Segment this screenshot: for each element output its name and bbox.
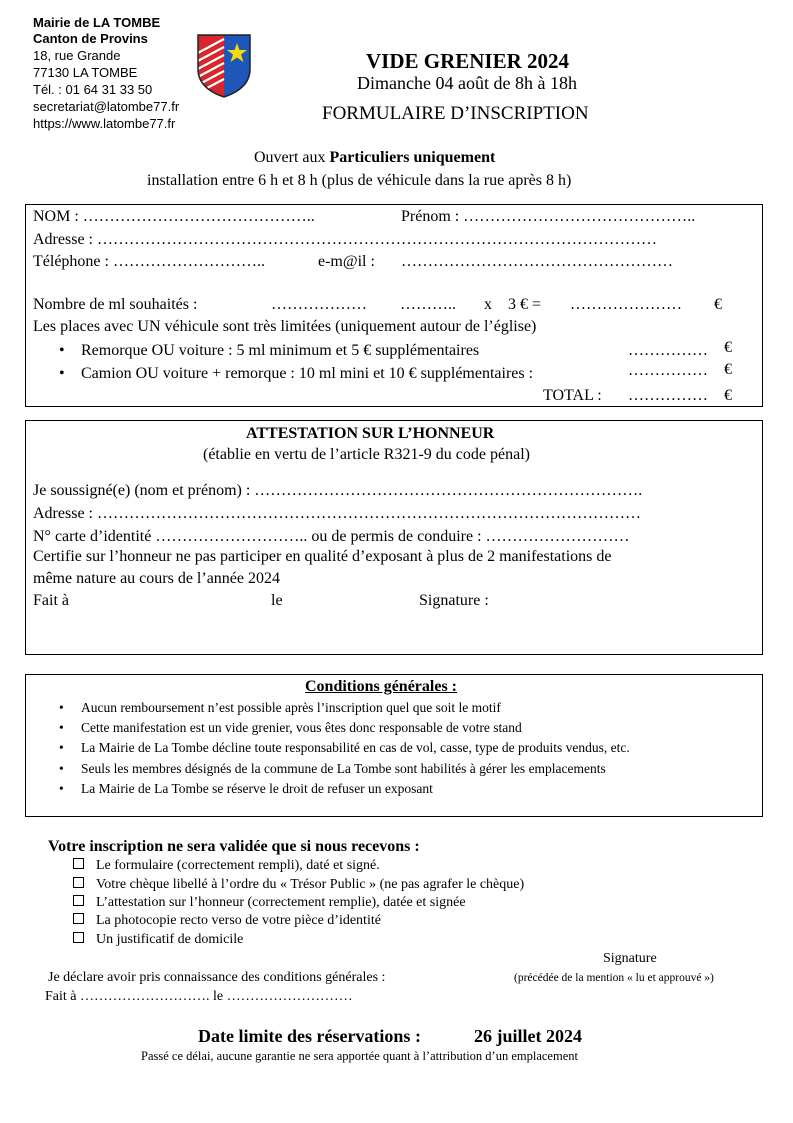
email-field[interactable]: …………………………………………… (401, 253, 673, 270)
final-signature-label: Signature (603, 951, 657, 966)
nom-field[interactable]: NOM : …………………………………….. (33, 208, 315, 225)
checkbox[interactable] (73, 913, 84, 924)
attestation-title: ATTESTATION SUR L’HONNEUR (246, 425, 495, 442)
deadline-notice: Passé ce délai, aucune garantie ne sera apportée quant à l’attribution d’un emplacement (141, 1049, 578, 1063)
intro-install: installation entre 6 h et 8 h (plus de véhicule dans la rue après 8 h) (147, 172, 572, 189)
ml-multiply: x (484, 296, 492, 313)
id-card-field[interactable]: N° carte d’identité ……………………….. ou de permis de conduire : ……………………… (33, 528, 630, 545)
org-name: Mairie de LA TOMBE (33, 15, 161, 30)
ml-euro: € (714, 296, 722, 313)
le-label: le (271, 592, 283, 609)
prenom-field[interactable]: Prénom : …………………………………….. (401, 208, 696, 225)
checklist-item-label: Le formulaire (correctement rempli), daté et signé. (96, 858, 380, 873)
option-camion-field[interactable]: …………… (628, 362, 708, 379)
ml-count-field[interactable]: ……………… (271, 296, 367, 313)
checkbox[interactable] (73, 932, 84, 943)
coat-of-arms-logo (196, 33, 252, 99)
adresse-field[interactable]: Adresse : …………………………………………………………………………………………… (33, 231, 657, 248)
condition-item: • La Mairie de La Tombe décline toute responsabilité en cas de vol, casse, type de produits vendus, etc. (81, 740, 630, 756)
deadline-label: Date limite des réservations : (198, 1026, 421, 1046)
telephone-field[interactable]: Téléphone : ……………………….. (33, 253, 265, 270)
checklist-item[interactable] (73, 913, 381, 929)
event-date: Dimanche 04 août de 8h à 18h (357, 73, 577, 93)
checklist-item[interactable] (73, 877, 524, 893)
option-camion-euro: € (724, 361, 732, 378)
intro-open-bold: Particuliers uniquement (329, 149, 496, 166)
checkbox[interactable] (73, 858, 84, 869)
attestation-subtitle: (établie en vertu de l’article R321-9 du code pénal) (203, 446, 530, 463)
email: secretariat@latombe77.fr (33, 99, 180, 114)
declare-text: Je déclare avoir pris connaissance des conditions générales : (48, 970, 386, 985)
total-label: TOTAL : (543, 387, 602, 404)
option-remorque: • Remorque OU voiture : 5 ml minimum et 5 € supplémentaires (81, 342, 479, 360)
event-title: VIDE GRENIER 2024 (366, 49, 570, 73)
fait-a-label: Fait à (33, 592, 69, 609)
address-city: 77130 LA TOMBE (33, 65, 138, 80)
certify-line-1: Certifie sur l’honneur ne pas participer en qualité d’exposant à plus de 2 manifestations de (33, 548, 612, 565)
final-fait-a-field[interactable]: Fait à ………………………. le ……………………… (45, 989, 353, 1004)
email-label: e-m@il : (318, 253, 375, 270)
checklist-item-label: Un justificatif de domicile (96, 932, 244, 947)
checklist-item-label: L’attestation sur l’honneur (correctement remplie), datée et signée (96, 895, 466, 910)
checkbox[interactable] (73, 877, 84, 888)
intro-open-prefix: Ouvert aux (254, 149, 330, 166)
ml-total-field[interactable]: ………………… (570, 296, 682, 313)
option-remorque-euro: € (724, 339, 732, 356)
canton: Canton de Provins (33, 31, 148, 46)
checklist-item[interactable] (73, 895, 466, 911)
option-camion: • Camion OU voiture + remorque : 10 ml mini et 10 € supplémentaires : (81, 365, 533, 383)
intro-open (254, 149, 495, 167)
checklist-item-label: Votre chèque libellé à l’ordre du « Trésor Public » (ne pas agrafer le chèque) (96, 877, 525, 892)
vehicle-note: Les places avec UN véhicule sont très limitées (uniquement autour de l’église) (33, 318, 537, 335)
validation-title: Votre inscription ne sera validée que si nous recevons : (48, 838, 420, 855)
checklist-item[interactable] (73, 932, 243, 948)
phone: Tél. : 01 64 31 33 50 (33, 82, 153, 97)
form-title: FORMULAIRE D’INSCRIPTION (322, 103, 589, 124)
checkbox[interactable] (73, 895, 84, 906)
condition-item: • La Mairie de La Tombe se réserve le droit de refuser un exposant (81, 781, 433, 797)
condition-item: • Seuls les membres désignés de la commune de La Tombe sont habilités à gérer les emplacements (81, 761, 606, 777)
attestation-adresse-field[interactable]: Adresse : ………………………………………………………………………………………… (33, 505, 641, 522)
ml-price: 3 € = (508, 296, 542, 313)
option-remorque-field[interactable]: …………… (628, 342, 708, 359)
ml-label: Nombre de ml souhaités : (33, 296, 198, 313)
address-street: 18, rue Grande (33, 48, 121, 63)
checklist-item[interactable] (73, 858, 380, 874)
total-euro: € (724, 387, 732, 404)
deadline-date: 26 juillet 2024 (474, 1026, 582, 1046)
signature-note: (précédée de la mention « lu et approuvé ») (514, 972, 714, 984)
signature-label: Signature : (419, 592, 489, 609)
checklist-item-label: La photocopie recto verso de votre pièce d’identité (96, 913, 381, 928)
certify-line-2: même nature au cours de l’année 2024 (33, 570, 281, 587)
total-field[interactable]: …………… (628, 387, 708, 404)
soussigne-field[interactable]: Je soussigné(e) (nom et prénom) : ………………………………………………………………. (33, 482, 643, 499)
website: https://www.latombe77.fr (33, 116, 176, 131)
conditions-title: Conditions générales : (305, 678, 457, 695)
condition-item: • Cette manifestation est un vide grenier, vous êtes donc responsable de votre stand (81, 720, 522, 736)
ml-qty-field[interactable]: ……….. (400, 296, 456, 313)
condition-item: • Aucun remboursement n’est possible après l’inscription quel que soit le motif (81, 700, 501, 716)
